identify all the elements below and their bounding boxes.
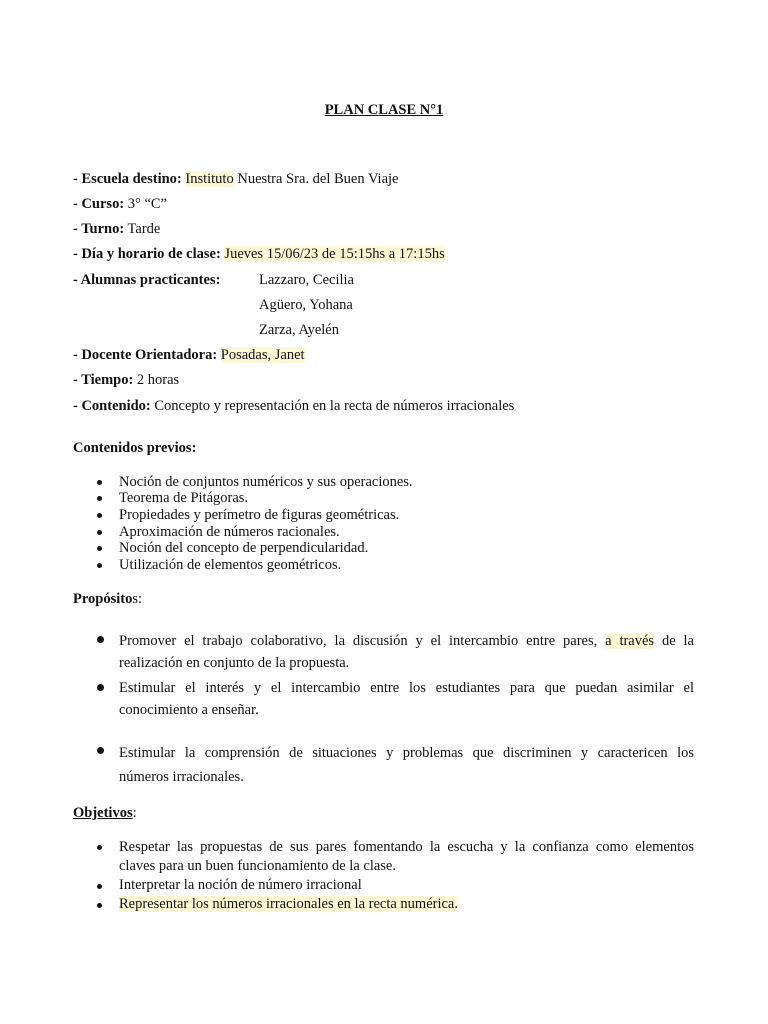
field-escuela <box>73 171 398 188</box>
field-contenido-label: - Contenido: <box>73 398 151 414</box>
paragraph-line: Respetar las propuestas de sus pares fomentando la escucha y la confianza como elementos <box>119 839 694 855</box>
field-alumnas-label: - Alumnas practicantes: <box>73 272 221 288</box>
field-dia-value: Jueves 15/06/23 de 15:15hs a 17:15hs <box>224 246 445 262</box>
paragraph-line: conocimiento a enseñar. <box>119 702 259 718</box>
section-heading-propositos <box>73 591 142 608</box>
bullet-dot <box>97 496 102 501</box>
bullet-dot <box>97 684 104 691</box>
field-curso-label: - Curso: <box>73 196 125 212</box>
field-tiempo-label: - Tiempo: <box>73 372 134 388</box>
field-docente-value: Posadas, Janet <box>220 347 305 363</box>
paragraph-line: Estimular el interés y el intercambio entre los estudiantes para que puedan asimilar el <box>119 680 694 696</box>
list-item-paragraph <box>119 677 694 721</box>
bullet-dot <box>97 530 102 535</box>
list-item <box>119 896 458 913</box>
page-title: PLAN CLASE N°1 <box>324 102 444 118</box>
field-turno-label: - Turno: <box>73 221 125 237</box>
bullet-dot <box>97 546 102 551</box>
bullet-dot <box>97 480 102 485</box>
student-name: Lazzaro, Cecilia <box>259 272 354 288</box>
paragraph-line: claves para un buen funcionamiento de la clase. <box>119 858 396 874</box>
bullet-dot <box>97 903 102 908</box>
field-contenido <box>73 398 514 415</box>
paragraph-line: números irracionales. <box>119 769 244 785</box>
bullet-dot <box>97 636 104 643</box>
section-heading-propositos-tail: s: <box>132 591 143 607</box>
list-item: Teorema de Pitágoras. <box>119 490 249 506</box>
field-turno <box>73 221 160 238</box>
field-contenido-value: Concepto y representación en la recta de números irracionales <box>150 398 515 414</box>
student-name: Zarza, Ayelén <box>259 322 339 338</box>
bullet-dot <box>97 513 102 518</box>
section-heading-contenidos-previos: Contenidos previos: <box>73 440 197 456</box>
student-name: Agüero, Yohana <box>259 297 353 313</box>
field-turno-value: Tarde <box>124 221 161 237</box>
field-docente-label: - Docente Orientadora: <box>73 347 218 363</box>
field-dia-label: - Día y horario de clase: <box>73 246 221 262</box>
text-run: de la <box>654 633 694 649</box>
section-heading-objetivos <box>73 805 137 822</box>
section-heading-objetivos-label: Objetivos <box>73 805 133 821</box>
field-escuela-value: Nuestra Sra. del Buen Viaje <box>233 171 399 187</box>
field-escuela-label: - Escuela destino: <box>73 171 182 187</box>
list-item-paragraph <box>119 838 694 876</box>
bullet-dot <box>97 747 104 754</box>
field-curso <box>73 196 167 213</box>
bullet-dot <box>97 563 102 568</box>
list-item: Aproximación de números racionales. <box>119 524 340 540</box>
field-tiempo-value: 2 horas <box>133 372 180 388</box>
text-run-highlight: a través <box>605 633 655 649</box>
list-item: Noción del concepto de perpendicularidad. <box>119 540 369 556</box>
list-item-highlight: Representar los números irracionales en la recta numérica. <box>119 896 458 912</box>
section-heading-objetivos-tail: : <box>132 805 137 821</box>
paragraph-line <box>119 630 694 652</box>
list-item: Propiedades y perímetro de figuras geométricas. <box>119 507 400 523</box>
field-tiempo <box>73 372 179 389</box>
bullet-dot <box>97 884 102 889</box>
paragraph-line: realización en conjunto de la propuesta. <box>119 655 350 671</box>
bullet-dot <box>97 845 102 850</box>
field-alumnas <box>73 272 220 289</box>
list-item: Interpretar la noción de número irracional <box>119 877 362 893</box>
section-heading-propositos-bold: Propósito <box>73 591 133 607</box>
list-item-paragraph <box>119 630 694 674</box>
list-item: Utilización de elementos geométricos. <box>119 557 342 573</box>
field-escuela-value-highlight: Instituto <box>185 171 234 187</box>
field-docente <box>73 347 305 364</box>
paragraph-line: Estimular la comprensión de situaciones y problemas que discriminen y caractericen los <box>119 745 694 761</box>
field-dia <box>73 246 445 263</box>
list-item-paragraph <box>119 741 694 789</box>
text-run: Promover el trabajo colaborativo, la discusión y el intercambio entre pares, <box>119 633 606 649</box>
list-item: Noción de conjuntos numéricos y sus operaciones. <box>119 474 413 490</box>
field-curso-value: 3° “C” <box>124 196 167 212</box>
